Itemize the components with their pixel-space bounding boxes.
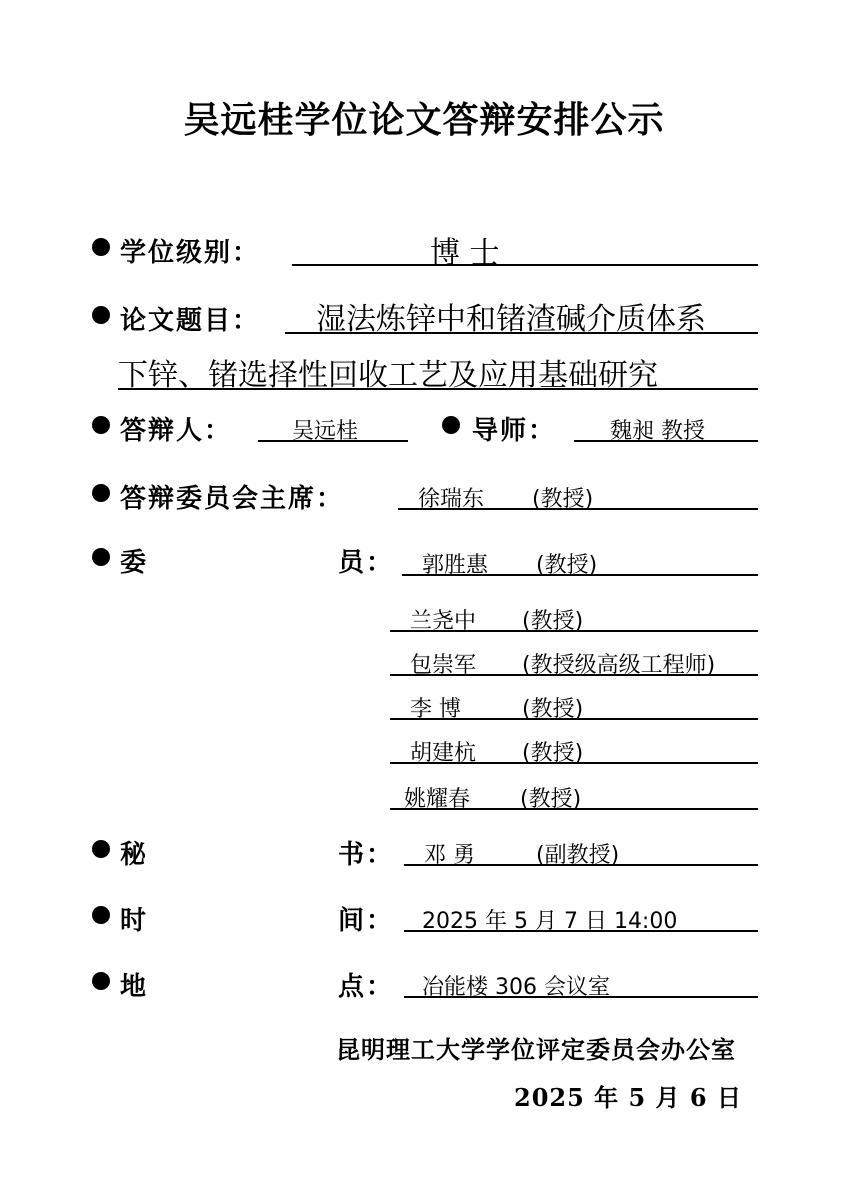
thesis-underline-1: [285, 332, 758, 334]
member-name: 姚耀春: [404, 787, 471, 812]
bullet-icon: [92, 906, 110, 924]
member-name: 胡建杭: [410, 741, 477, 766]
chair-label: 答辩委员会主席：: [120, 484, 345, 514]
issue-date: 2025 年 5 月 6 日: [514, 1083, 742, 1112]
member-underline: [390, 762, 758, 764]
member-underline: [390, 630, 758, 632]
thesis-label: 论文题目：: [120, 306, 261, 336]
member-name: 李 博: [410, 697, 461, 722]
bullet-icon: [92, 306, 110, 324]
member-title: (教授级高级工程师): [522, 653, 716, 678]
bullet-icon: [92, 238, 110, 256]
place-label-left: 地: [120, 972, 149, 1002]
member-title: (教授): [520, 787, 582, 812]
bullet-icon: [92, 484, 110, 502]
members-label-left: 委: [120, 548, 149, 578]
place-value: 冶能楼 306 会议室: [422, 975, 610, 1000]
member-title: (教授): [536, 553, 598, 578]
bullet-icon: [92, 972, 110, 990]
member-underline: [390, 674, 758, 676]
secretary-title: (副教授): [536, 843, 620, 868]
secretary-label-right: 书：: [338, 840, 395, 870]
advisor-value: 魏昶 教授: [610, 419, 705, 444]
advisor-label: 导师：: [472, 416, 557, 446]
degree-underline: [292, 264, 758, 266]
bullet-icon: [92, 548, 110, 566]
defender-value: 吴远桂: [292, 419, 359, 444]
secretary-label-left: 秘: [120, 840, 149, 870]
member-underline: [402, 574, 758, 576]
place-label-right: 点：: [338, 972, 395, 1002]
bullet-icon: [92, 416, 110, 434]
time-underline: [404, 930, 758, 932]
thesis-title-line2: 下锌、锗选择性回收工艺及应用基础研究: [118, 358, 658, 393]
page-title: 吴远桂学位论文答辩安排公示: [183, 99, 665, 141]
member-title: (教授): [522, 697, 584, 722]
secretary-name: 邓 勇: [424, 843, 475, 868]
place-underline: [404, 996, 758, 998]
advisor-underline: [574, 440, 758, 442]
thesis-underline-2: [118, 388, 758, 390]
members-label-right: 员：: [338, 548, 395, 578]
chair-title: (教授): [532, 487, 594, 512]
member-name: 包崇军: [410, 653, 477, 678]
member-name: 兰尧中: [410, 609, 477, 634]
bullet-icon: [442, 416, 460, 434]
time-value: 2025 年 5 月 7 日 14:00: [422, 909, 678, 934]
bullet-icon: [92, 840, 110, 858]
degree-label: 学位级别：: [120, 238, 261, 268]
defender-underline: [258, 440, 408, 442]
member-name: 郭胜惠: [422, 553, 489, 578]
defender-label: 答辩人：: [120, 416, 233, 446]
chair-name: 徐瑞东: [418, 487, 485, 512]
member-underline: [390, 718, 758, 720]
issuing-office: 昆明理工大学学位评定委员会办公室: [336, 1035, 736, 1064]
chair-underline: [398, 508, 758, 510]
time-label-left: 时: [120, 906, 149, 936]
member-title: (教授): [522, 609, 584, 634]
secretary-underline: [404, 864, 758, 866]
degree-value: 博 士: [430, 236, 500, 271]
member-underline: [390, 808, 758, 810]
time-label-right: 间：: [338, 906, 395, 936]
thesis-title-line1: 湿法炼锌中和锗渣碱介质体系: [316, 302, 706, 337]
member-title: (教授): [522, 741, 584, 766]
